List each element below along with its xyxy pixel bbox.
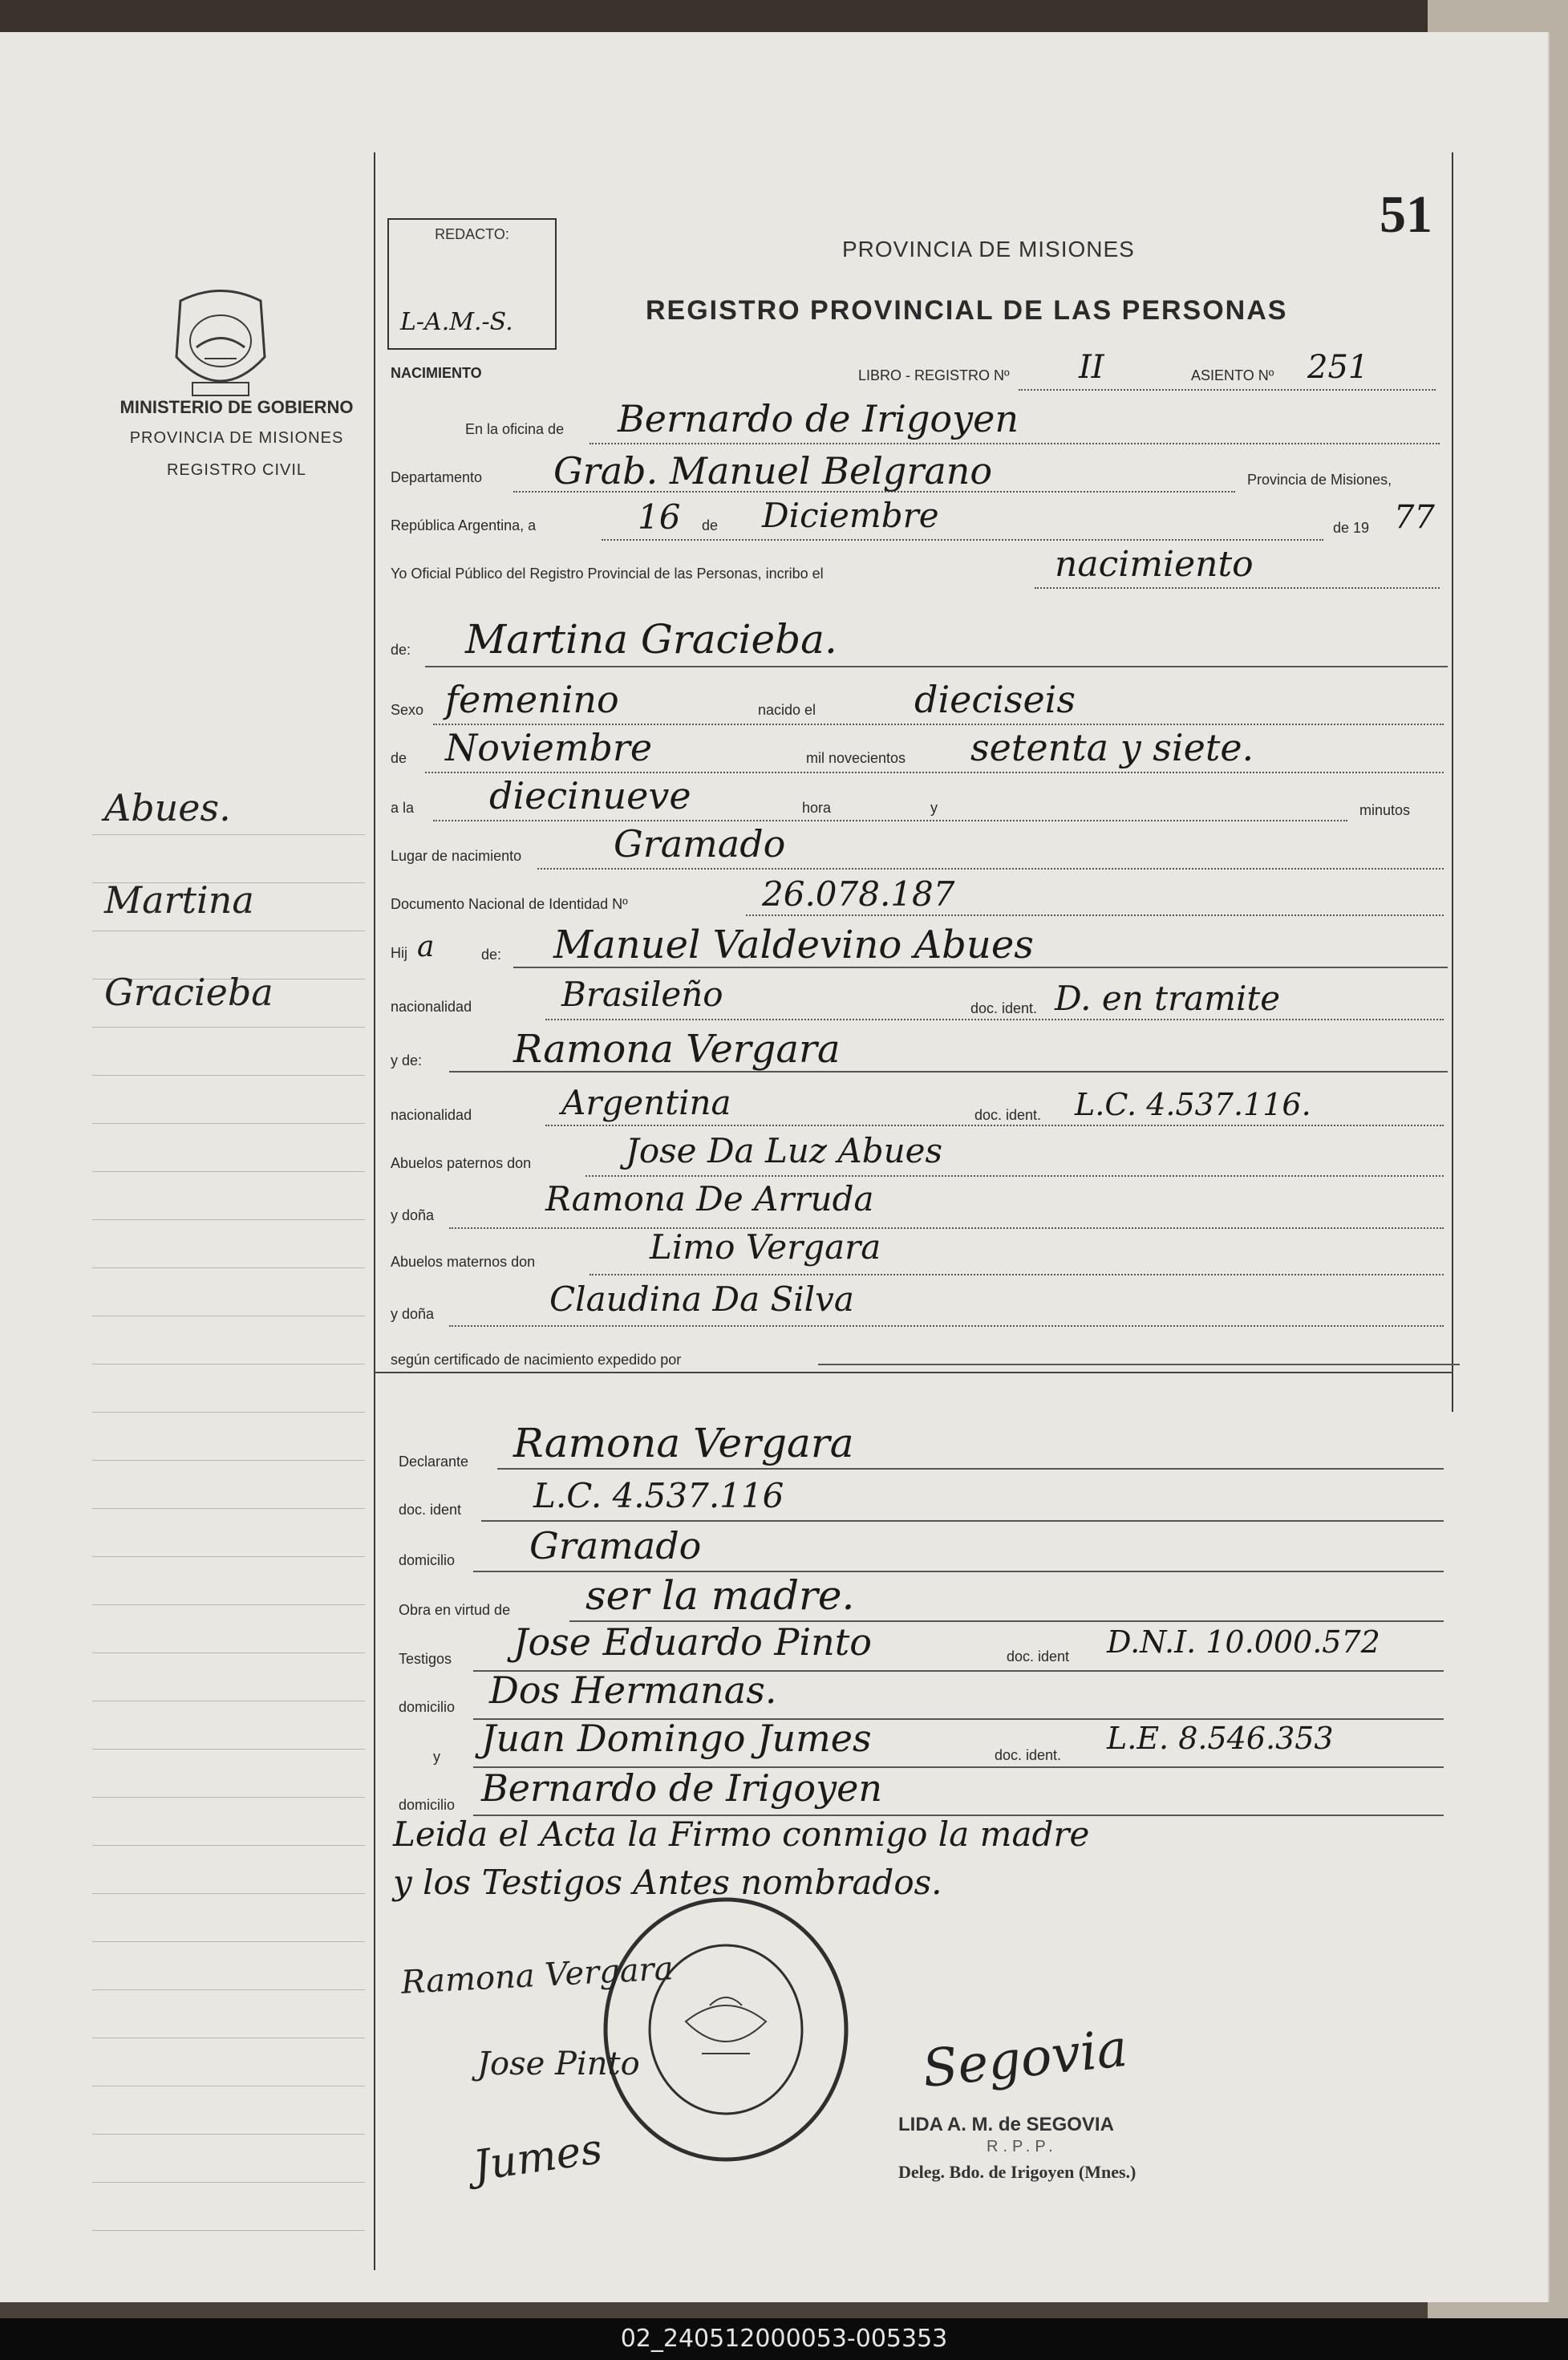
hijo-de-label: de:: [481, 947, 502, 963]
departamento-label: Departamento: [391, 469, 483, 485]
official-name: LIDA A. M. de SEGOVIA: [898, 2114, 1114, 2135]
acto-value: nacimiento: [1055, 544, 1254, 585]
line: [602, 539, 1323, 541]
nacido-label: nacido el: [758, 702, 816, 718]
padre-value: Manuel Valdevino Abues: [553, 923, 1034, 967]
ab-mat2-value: Claudina Da Silva: [549, 1279, 854, 1319]
certificado-label: según certificado de nacimiento expedido por: [391, 1352, 682, 1368]
testigo2-value: Juan Domingo Jumes: [481, 1717, 872, 1760]
line: [497, 1468, 1444, 1470]
lugar-label: Lugar de nacimiento: [391, 848, 522, 864]
dia-nac-value: dieciseis: [914, 678, 1076, 721]
doc2-value: L.C. 4.537.116.: [1075, 1087, 1311, 1122]
domicilio-t1-label: domicilio: [399, 1699, 456, 1715]
de-anio-label: de 19: [1333, 520, 1370, 536]
line: [449, 1227, 1444, 1229]
line: [537, 868, 1444, 870]
libro-label: LIBRO - REGISTRO Nº: [858, 367, 1010, 383]
domicilio-t2-value: Bernardo de Irigoyen: [481, 1766, 882, 1810]
asiento-label: ASIENTO Nº: [1191, 367, 1274, 383]
margin-note-name1: Martina: [104, 878, 254, 922]
hora-label: hora: [802, 800, 832, 816]
ab-pat-label: Abuelos paternos don: [391, 1155, 532, 1171]
dia-value: 16: [638, 497, 681, 537]
ab-mat-label: Abuelos maternos don: [391, 1254, 536, 1270]
line: [1019, 389, 1436, 391]
line: [449, 1325, 1444, 1327]
obra-label: Obra en virtud de: [399, 1602, 511, 1618]
mes-nac-value: Noviembre: [445, 726, 653, 769]
anio-value: 77: [1394, 499, 1435, 536]
doc2-label: doc. ident.: [974, 1107, 1042, 1123]
coat-of-arms-icon: [164, 285, 277, 405]
doc1-label: doc. ident.: [970, 1000, 1038, 1016]
oficial-label: Yo Oficial Público del Registro Provincial de las Personas, incribo el: [391, 566, 824, 582]
signature-witness2: Jumes: [470, 2125, 606, 2191]
obra-value: ser la madre.: [585, 1572, 855, 1619]
libro-value: II: [1079, 349, 1104, 386]
dni-label: Documento Nacional de Identidad Nº: [391, 896, 628, 912]
ministry-province: PROVINCIA DE MISIONES: [129, 429, 344, 447]
declarante-label: Declarante: [399, 1454, 469, 1470]
declarante-value: Ramona Vergara: [513, 1420, 854, 1466]
testigos-label: Testigos: [399, 1651, 452, 1667]
sexo-value: femenino: [445, 678, 619, 721]
redacto-label: REDACTO:: [435, 226, 509, 242]
line: [449, 1071, 1448, 1073]
line: [433, 820, 1347, 821]
ministry-name: MINISTERIO DE GOBIERNO: [120, 397, 354, 417]
hijo-suffix: a: [417, 931, 435, 963]
testigo1-value: Jose Eduardo Pinto: [513, 1620, 872, 1664]
de-label: de: [702, 517, 719, 533]
nac2-label: nacionalidad: [391, 1107, 472, 1123]
oficina-value: Bernardo de Irigoyen: [618, 397, 1019, 440]
margin-note-surname: Abues.: [104, 786, 231, 829]
signature-mother: Ramona Vergara: [400, 1950, 675, 2001]
domicilio-t2-label: domicilio: [399, 1797, 456, 1813]
type-label: NACIMIENTO: [391, 365, 482, 381]
de-nombre-label: de:: [391, 642, 411, 658]
official-office: Deleg. Bdo. de Irigoyen (Mnes.): [898, 2162, 1136, 2182]
departamento-value: Grab. Manuel Belgrano: [553, 449, 993, 493]
provincia-label: Provincia de Misiones,: [1247, 472, 1392, 488]
signature-witness1: Jose Pinto: [477, 2046, 640, 2082]
oficina-label: En la oficina de: [465, 421, 565, 437]
line: [513, 491, 1235, 493]
signature-official: Segovia: [919, 2018, 1131, 2100]
doc-t1-value: D.N.I. 10.000.572: [1107, 1624, 1380, 1660]
ab-mat-value: Limo Vergara: [650, 1227, 881, 1267]
closing-note-line2: y los Testigos Antes nombrados.: [393, 1863, 942, 1902]
minutos-label: minutos: [1359, 802, 1411, 818]
y-label: y: [930, 800, 938, 816]
madre-value: Ramona Vergara: [513, 1027, 841, 1072]
doc-value: L.C. 4.537.116: [533, 1476, 784, 1515]
section-divider: [374, 1372, 1453, 1373]
domicilio-label: domicilio: [399, 1552, 456, 1568]
line: [590, 443, 1440, 444]
domicilio-value: Gramado: [529, 1524, 702, 1567]
nac2-value: Argentina: [561, 1083, 731, 1122]
registry-heading: REGISTRO PROVINCIAL DE LAS PERSONAS: [646, 295, 1288, 326]
asiento-value: 251: [1307, 349, 1369, 386]
line: [1035, 587, 1440, 589]
republica-label: República Argentina, a: [391, 517, 537, 533]
a-la-label: a la: [391, 800, 415, 816]
mes-value: Diciembre: [762, 496, 939, 535]
doc-t2-value: L.E. 8.546.353: [1107, 1721, 1334, 1756]
domicilio-t1-value: Dos Hermanas.: [489, 1669, 777, 1712]
line: [513, 967, 1448, 968]
document-page: [0, 32, 1550, 2302]
lugar-value: Gramado: [614, 822, 786, 866]
line: [481, 1520, 1444, 1522]
line: [545, 1125, 1444, 1126]
ab-pat2-value: Ramona De Arruda: [545, 1179, 874, 1219]
mil-label: mil novecientos: [806, 750, 906, 766]
doc-label: doc. ident: [399, 1502, 462, 1518]
line: [746, 914, 1444, 916]
line: [425, 772, 1444, 773]
line: [590, 1274, 1444, 1275]
sexo-label: Sexo: [391, 702, 424, 718]
official-title: R.P.P.: [987, 2138, 1058, 2155]
ab-pat-value: Jose Da Luz Abues: [626, 1131, 943, 1170]
page-number: 51: [1380, 185, 1432, 244]
line: [545, 1019, 1444, 1020]
doc-t1-label: doc. ident: [1007, 1648, 1070, 1665]
y-dona1-label: y doña: [391, 1207, 435, 1223]
y-dona2-label: y doña: [391, 1306, 435, 1322]
registry-seal-icon: [590, 1893, 862, 2166]
footer-id: 02_240512000053-005353: [620, 2325, 948, 2353]
province-heading: PROVINCIA DE MISIONES: [842, 237, 1135, 262]
hora-value: diecinueve: [489, 774, 691, 817]
line: [433, 724, 1444, 725]
closing-note-line1: Leida el Acta la Firmo conmigo la madre: [393, 1815, 1090, 1854]
anio-nac-value: setenta y siete.: [970, 726, 1254, 769]
y-de-label: y de:: [391, 1052, 423, 1068]
redacto-value: L-A.M.-S.: [400, 308, 513, 336]
ministry-registry: REGISTRO CIVIL: [166, 461, 307, 479]
doc-t2-label: doc. ident.: [995, 1747, 1062, 1763]
de2-label: de: [391, 750, 407, 766]
right-column-rule: [1452, 152, 1453, 1412]
line: [585, 1175, 1444, 1177]
doc1-value: D. en tramite: [1055, 979, 1281, 1018]
nombre-value: Martina Gracieba.: [465, 616, 837, 663]
nac1-label: nacionalidad: [391, 999, 472, 1015]
dni-value: 26.078.187: [762, 874, 955, 914]
y-testigo-label: y: [433, 1749, 440, 1765]
margin-note-name2: Gracieba: [104, 971, 273, 1014]
line: [425, 666, 1448, 667]
nac1-value: Brasileño: [561, 975, 723, 1014]
hijo-label: Hij: [391, 945, 407, 961]
redacto-box: [387, 218, 557, 350]
line: [818, 1364, 1460, 1365]
